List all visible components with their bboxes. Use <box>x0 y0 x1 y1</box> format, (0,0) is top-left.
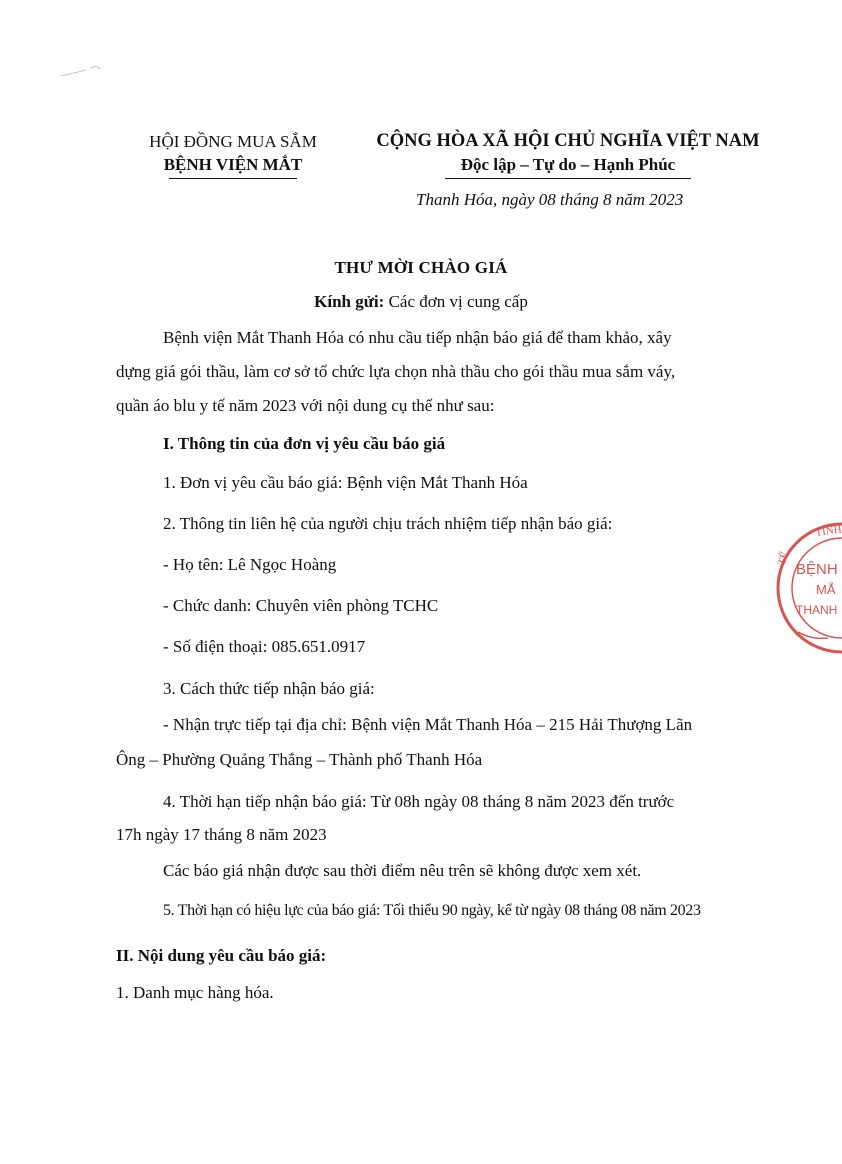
section-2-item-1: 1. Danh mục hàng hóa. <box>116 983 274 1002</box>
org-name-line2: BỆNH VIỆN MẮT <box>163 155 303 174</box>
org-header <box>128 130 338 179</box>
stamp-text-side: TẾ <box>775 550 792 568</box>
intro-line-1: Bệnh viện Mắt Thanh Hóa có nhu cầu tiếp nhận báo giá để tham khảo, xây <box>163 328 672 347</box>
document-title: THƯ MỜI CHÀO GIÁ <box>334 258 508 277</box>
nation-name: CỘNG HÒA XÃ HỘI CHỦ NGHĨA VIỆT NAM <box>376 131 760 151</box>
late-quote-note: Các báo giá nhận được sau thời điểm nêu trên sẽ không được xem xét. <box>163 861 642 880</box>
intro-line-2: dựng giá gói thầu, làm cơ sở tổ chức lựa chọn nhà thầu cho gói thầu mua sắm váy, <box>116 362 676 381</box>
section-1-item-1: 1. Đơn vị yêu cầu báo giá: Bệnh viện Mắt Thanh Hóa <box>163 473 528 492</box>
section-1-item-2: 2. Thông tin liên hệ của người chịu trách nhiệm tiếp nhận báo giá: <box>163 514 613 533</box>
section-1-heading: I. Thông tin của đơn vị yêu cầu báo giá <box>163 434 446 453</box>
section-1-item-5: 5. Thời hạn có hiệu lực của báo giá: Tối thiểu 90 ngày, kể từ ngày 08 tháng 08 năm 2023 <box>163 902 701 919</box>
section-1-item-3: 3. Cách thức tiếp nhận báo giá: <box>163 679 375 698</box>
stamp-text-line-2: MẮ <box>816 582 836 597</box>
address-line-2: Ông – Phường Quảng Thắng – Thành phố Thanh Hóa <box>116 750 483 769</box>
stamp-text-top: TỈNH <box>814 523 842 539</box>
intro-line-3: quần áo blu y tế năm 2023 với nội dung cụ thể như sau: <box>116 396 495 415</box>
section-1-item-4-line-1: 4. Thời hạn tiếp nhận báo giá: Từ 08h ngày 08 tháng 8 năm 2023 đến trước <box>163 792 675 811</box>
org-name-line1: HỘI ĐỒNG MUA SẮM <box>149 132 317 151</box>
official-stamp <box>770 522 842 656</box>
contact-phone: - Số điện thoại: 085.651.0917 <box>163 637 366 656</box>
contact-name: - Họ tên: Lê Ngọc Hoàng <box>163 555 337 574</box>
date-line: Thanh Hóa, ngày 08 tháng 8 năm 2023 <box>416 190 684 209</box>
stamp-text-line-1: BỆNH <box>796 561 838 578</box>
stamp-text-line-3: THANH <box>796 603 838 617</box>
motto-underline <box>445 178 691 179</box>
nation-motto: Độc lập – Tự do – Hạnh Phúc <box>460 155 676 174</box>
contact-title: - Chức danh: Chuyên viên phòng TCHC <box>163 596 439 615</box>
salutation-label: Kính gửi: <box>314 292 385 311</box>
scan-mark <box>56 58 116 82</box>
org-underline <box>169 178 297 179</box>
section-2-heading: II. Nội dung yêu cầu báo giá: <box>116 946 327 965</box>
salutation <box>0 292 842 312</box>
nation-header <box>358 128 778 179</box>
section-1-item-4-line-2: 17h ngày 17 tháng 8 năm 2023 <box>116 825 327 844</box>
address-line-1: - Nhận trực tiếp tại địa chỉ: Bệnh viện Mắt Thanh Hóa – 215 Hải Thượng Lãn <box>163 715 693 734</box>
salutation-recipient: Các đơn vị cung cấp <box>388 292 528 311</box>
